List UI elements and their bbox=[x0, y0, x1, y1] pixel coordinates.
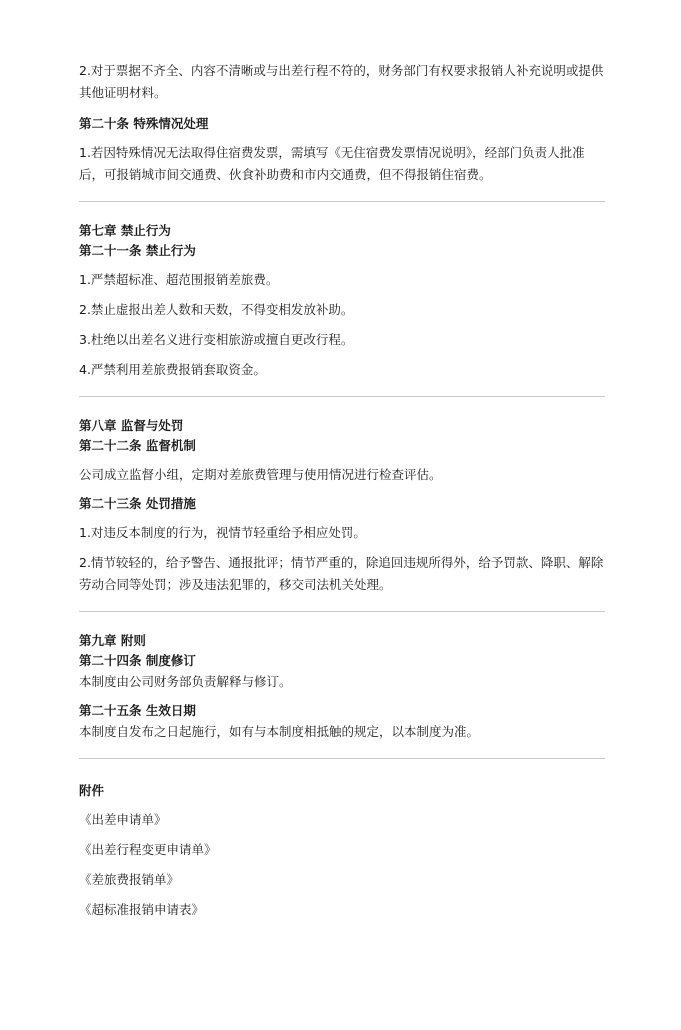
appendix-item: 《差旅费报销单》 bbox=[79, 872, 180, 887]
art21-item: 1.严禁超标准、超范围报销差旅费。 bbox=[79, 272, 279, 287]
art25-text: 本制度自发布之日起施行，如有与本制度相抵触的规定，以本制度为准。 bbox=[79, 724, 480, 739]
art21-item: 3.杜绝以出差名义进行变相旅游或擅自更改行程。 bbox=[79, 332, 354, 347]
art24-text: 本制度由公司财务部负责解释与修订。 bbox=[79, 674, 292, 689]
art22-text: 公司成立监督小组，定期对差旅费管理与使用情况进行检查评估。 bbox=[79, 467, 442, 482]
art23-item-2: 2.情节较轻的，给予警告、通报批评；情节严重的，除追回违规所得外，给予罚款、降职、解除劳动合同等处罚；涉及违法犯罪的，移交司法机关处理。 bbox=[79, 555, 604, 592]
art22-heading: 第二十二条 监督机制 bbox=[79, 438, 196, 453]
appendix-item: 《超标准报销申请表》 bbox=[79, 902, 205, 917]
art21-item: 2.禁止虚报出差人数和天数，不得变相发放补助。 bbox=[79, 302, 354, 317]
art19-item-2: 2.对于票据不齐全、内容不清晰或与出差行程不符的，财务部门有权要求报销人补充说明或提供其他证明材料。 bbox=[79, 63, 604, 100]
art21-item: 4.严禁利用差旅费报销套取资金。 bbox=[79, 362, 266, 377]
art20-item-1: 1.若因特殊情况无法取得住宿费发票，需填写《无住宿费发票情况说明》，经部门负责人批准后，可报销城市间交通费、伙食补助费和市内交通费，但不得报销住宿费。 bbox=[79, 145, 585, 182]
art23-heading: 第二十三条 处罚措施 bbox=[79, 496, 196, 511]
chapter8-heading: 第八章 监督与处罚 bbox=[79, 418, 184, 433]
appendix-item: 《出差行程变更申请单》 bbox=[79, 842, 217, 857]
appendix-heading: 附件 bbox=[79, 783, 105, 798]
appendix-item: 《出差申请单》 bbox=[79, 812, 167, 827]
art23-item-1: 1.对违反本制度的行为，视情节轻重给予相应处罚。 bbox=[79, 525, 366, 540]
section-divider bbox=[79, 758, 605, 759]
section-divider bbox=[79, 611, 605, 612]
art24-heading: 第二十四条 制度修订 bbox=[79, 653, 196, 668]
document-page bbox=[79, 60, 605, 921]
chapter9-heading: 第九章 附则 bbox=[79, 633, 146, 648]
art21-heading: 第二十一条 禁止行为 bbox=[79, 243, 196, 258]
art25-heading: 第二十五条 生效日期 bbox=[79, 703, 196, 718]
chapter7-heading: 第七章 禁止行为 bbox=[79, 223, 171, 238]
section-divider bbox=[79, 201, 605, 202]
section-divider bbox=[79, 396, 605, 397]
art20-heading: 第二十条 特殊情况处理 bbox=[79, 116, 209, 131]
